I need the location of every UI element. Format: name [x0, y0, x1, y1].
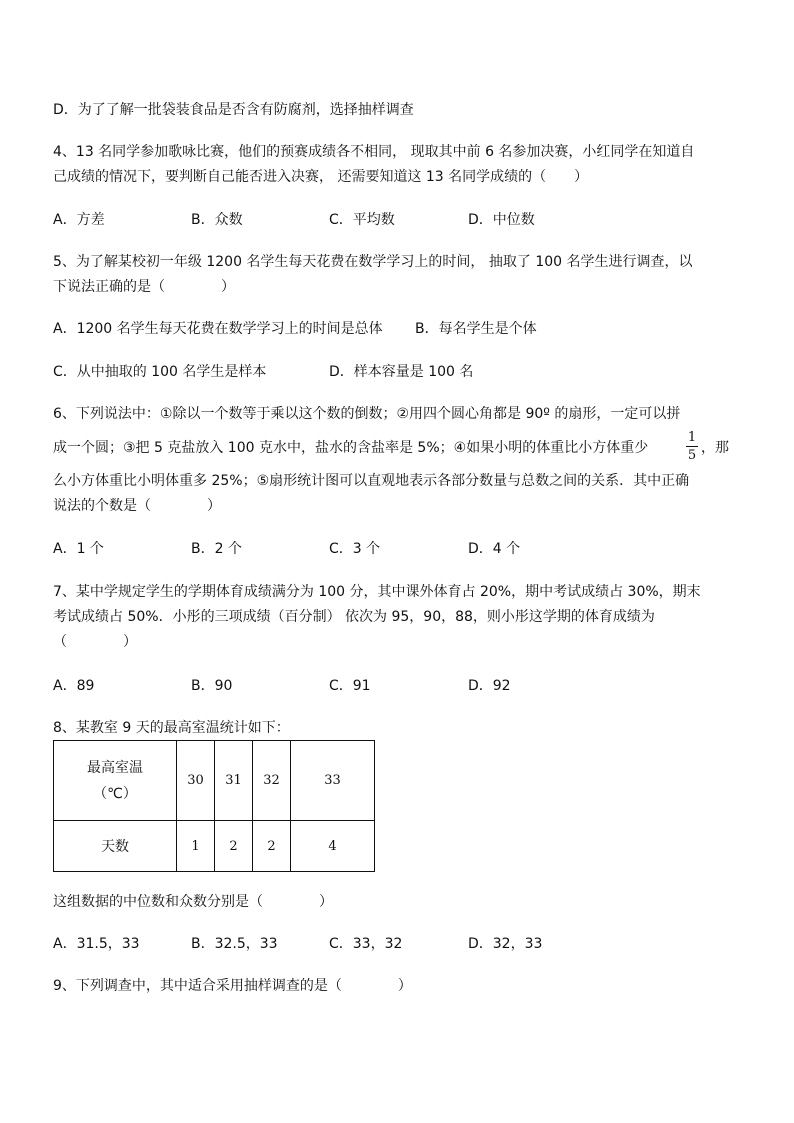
- q6-stem-line3: 么小方体重比小明体重多 25%；⑤扇形统计图可以直观地表示各部分数量与总数之间的关系．其中正确: [53, 473, 690, 489]
- q8-stem-line1: 8、某教室 9 天的最高室温统计如下：: [53, 720, 290, 736]
- q6-option-d: D．4 个: [468, 541, 521, 557]
- q6-fraction-bar: [686, 446, 698, 447]
- q4-stem-line1: 4、13 名同学参加歌咏比赛，他们的预赛成绩各不相同， 现取其中前 6 名参加决赛，小红同学在知道自: [53, 144, 695, 160]
- q4-option-a: A．方差: [53, 212, 105, 228]
- table-cell: 1: [177, 821, 215, 872]
- q8-option-b: B．32.5，33: [191, 936, 278, 952]
- q5-stem-line2: 下说法正确的是（ ）: [53, 279, 235, 295]
- q6-option-b: B．2 个: [191, 541, 242, 557]
- table-cell: 2: [253, 821, 291, 872]
- q3-option-d: D．为了了解一批袋装食品是否含有防腐剂，选择抽样调查: [53, 102, 414, 118]
- q5-option-b: B．每名学生是个体: [415, 321, 537, 337]
- q4-stem-line2: 己成绩的情况下，要判断自己能否进入决赛， 还需要知道这 13 名同学成绩的（ ）: [53, 169, 589, 185]
- table-cell: 30: [177, 741, 215, 821]
- q7-stem-line2: 考试成绩占 50%．小彤的三项成绩（百分制） 依次为 95，90，88，则小彤这学期的体育成绩为: [53, 609, 655, 625]
- q4-option-d: D．中位数: [468, 212, 535, 228]
- table-cell: 2: [215, 821, 253, 872]
- q8-option-a: A．31.5，33: [53, 936, 140, 952]
- table-cell: 33: [291, 741, 375, 821]
- q7-stem-line3: （ ）: [53, 634, 137, 650]
- q7-option-a: A．89: [53, 678, 95, 694]
- q6-stem-line4: 说法的个数是（ ）: [53, 498, 221, 514]
- table-header-temperature: [54, 741, 177, 821]
- q6-fraction-denominator: 5: [687, 448, 697, 463]
- q8-stem-line2: 这组数据的中位数和众数分别是（ ）: [53, 894, 333, 910]
- q6-stem-line2-tail: ，那: [701, 440, 729, 456]
- q6-option-a: A．1 个: [53, 541, 104, 557]
- q4-option-c: C．平均数: [329, 212, 395, 228]
- temperature-label: 最高室温: [87, 759, 143, 776]
- table-row-temperature: [54, 741, 375, 821]
- q6-stem-line1: 6、下列说法中：①除以一个数等于乘以这个数的倒数；②用四个圆心角都是 90º 的扇形，一定可以拼: [53, 406, 681, 422]
- q7-option-c: C．91: [329, 678, 371, 694]
- temperature-unit: （℃）: [93, 785, 137, 802]
- q8-option-d: D．32，33: [468, 936, 543, 952]
- table-cell: 4: [291, 821, 375, 872]
- temperature-table: [53, 740, 375, 872]
- table-row-days: [54, 821, 375, 872]
- q9-stem-line1: 9、下列调查中，其中适合采用抽样调查的是（ ）: [53, 978, 412, 994]
- q6-option-c: C．3 个: [329, 541, 381, 557]
- q7-stem-line1: 7、某中学规定学生的学期体育成绩满分为 100 分，其中课外体育占 20%，期中考试成绩占 30%，期末: [53, 584, 701, 600]
- q7-option-b: B．90: [191, 678, 233, 694]
- q6-fraction: [686, 431, 698, 463]
- table-cell: 31: [215, 741, 253, 821]
- q5-option-c: C．从中抽取的 100 名学生是样本: [53, 364, 267, 380]
- q4-option-b: B．众数: [191, 212, 243, 228]
- q8-option-c: C．33，32: [329, 936, 403, 952]
- q5-option-a: A．1200 名学生每天花费在数学学习上的时间是总体: [53, 321, 383, 337]
- table-cell: 32: [253, 741, 291, 821]
- table-header-days: 天数: [54, 821, 177, 872]
- q5-stem-line1: 5、为了解某校初一年级 1200 名学生每天花费在数学学习上的时间， 抽取了 100 名学生进行调查，以: [53, 254, 693, 270]
- q5-option-d: D．样本容量是 100 名: [329, 364, 474, 380]
- q6-fraction-numerator: 1: [687, 430, 697, 445]
- q7-option-d: D．92: [468, 678, 511, 694]
- q6-stem-line2: 成一个圆；③把 5 克盐放入 100 克水中，盐水的含盐率是 5%；④如果小明的体重比小方体重少: [53, 440, 649, 456]
